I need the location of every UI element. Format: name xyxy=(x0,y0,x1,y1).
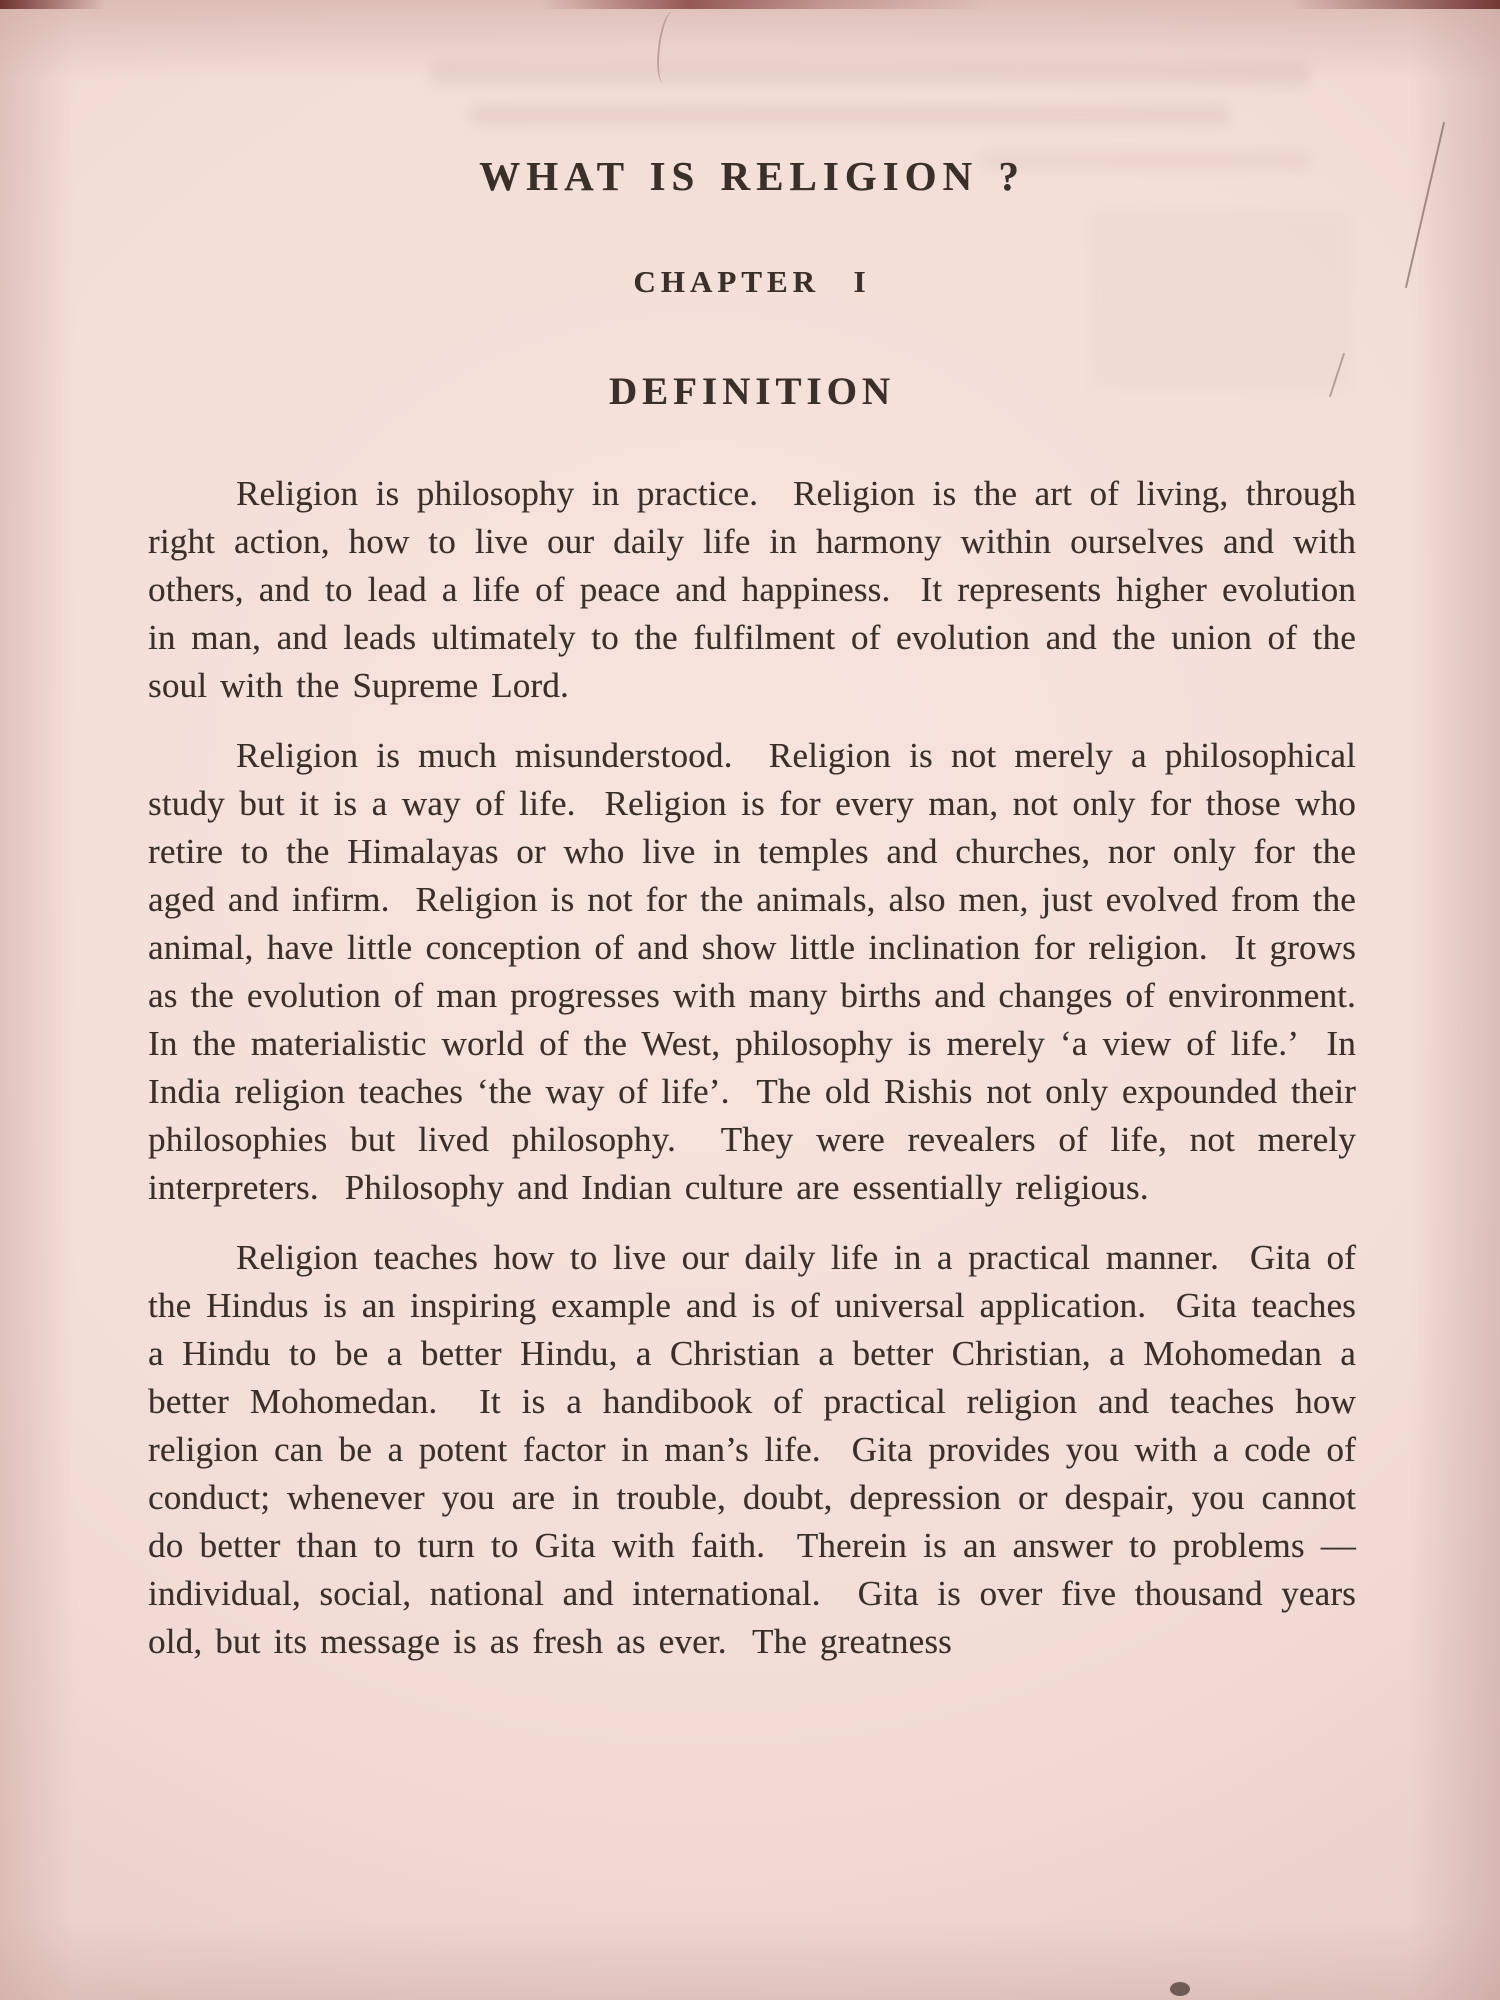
paragraph: Religion teaches how to live our daily life in a practical manner. Gita of the Hindus is an inspiring example and is of universal application. Gita teaches a Hindu to be a better Hindu, a Christian a better Christian, a Mohomedan a better Mohomedan. It is a handibook of practical religion and teaches how religion can be a potent factor in man’s life. Gita provides you with a code of conduct; whenever you are in trouble, doubt, depression or despair, you cannot do better than to turn to Gita with faith. Therein is an answer to problems — individual, social, national and international. Gita is over five thousand years old, but its message is as fresh as ever. The greatness xyxy=(148,1238,1369,1661)
ink-spot-artifact xyxy=(1170,1982,1190,1996)
page-content xyxy=(148,152,1382,1666)
scan-edge-artifact xyxy=(0,0,1500,9)
page-title: WHAT IS RELIGION ? xyxy=(479,153,1025,199)
bleed-through-artifact xyxy=(470,104,1230,126)
chapter-heading: CHAPTER I xyxy=(633,264,871,299)
section-heading: DEFINITION xyxy=(608,370,896,413)
paragraph: Religion is much misunderstood. Religion is not merely a philosophical study but it is a way of life. Religion is for every man, not only for those who retire to the Himalayas or who live in temples and churches, nor only for the aged and infirm. Religion is not for the animals, also men, just evolved from the animal, have little conception of and show little inclination for religion. It grows as the evolution of man progresses with many births and changes of environment. In the materialistic world of the West, philosophy is merely ‘a view of life.’ In India religion teaches ‘the way of life’. The old Rishis not only expounded their philosophies but lived philosophy. They were revealers of life, not merely interpreters. Philosophy and Indian culture are essentially religious. xyxy=(148,736,1382,1207)
scratch-artifact xyxy=(1405,122,1445,288)
bleed-through-artifact xyxy=(430,62,1310,86)
paragraph: Religion is philosophy in practice. Religion is the art of living, through right action, how to live our daily life in harmony within ourselves and with others, and to lead a life of peace and happiness. It represents higher evolution in man, and leads ultimately to the fulfilment of evolution and the union of the soul with the Supreme Lord. xyxy=(148,474,1369,705)
